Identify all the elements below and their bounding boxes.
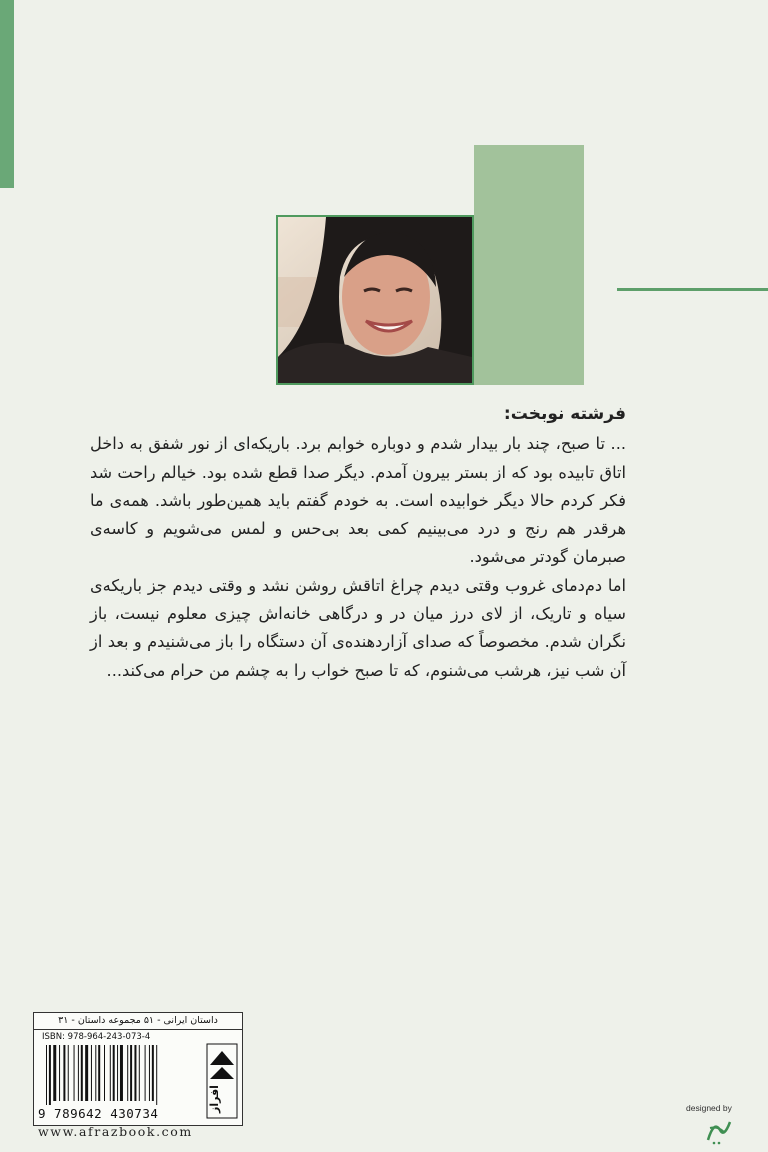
barcode-bar — [117, 1045, 118, 1101]
author-portrait-icon — [278, 217, 472, 383]
barcode-bar — [127, 1045, 128, 1101]
barcode-bar — [78, 1045, 79, 1101]
barcode-bar — [46, 1045, 47, 1105]
series-info: داستان ایرانی - ۵۱ مجموعه داستان - ۳۱ — [34, 1013, 242, 1030]
barcode-bar — [139, 1045, 140, 1101]
barcode-bar — [152, 1045, 154, 1101]
barcode-bar — [113, 1045, 115, 1101]
barcode-bar — [104, 1045, 105, 1101]
barcode-bar — [53, 1045, 56, 1101]
excerpt-paragraph: اما دم‌دمای غروب وقتی دیدم چراغ اتاقش روشن نشد و وقتی دیدم جز باریکه‌ی سیاه و تاریک، از لای درز میان در و درگاهی خانه‌اش چیزی معلوم نیست، باز نگران شدم. مخصوصاً که صدای آزاردهنده‌ی آن دستگاه را باز می‌شنیدم و بعد از آن شب نیز، هرشب می‌شنوم، که تا صبح خواب را به چشم من حرام می‌کند... — [90, 575, 626, 680]
green-edge-bar — [0, 0, 14, 188]
barcode-bar — [130, 1045, 132, 1101]
barcode-bar — [110, 1045, 111, 1101]
barcode-bar — [156, 1045, 157, 1105]
barcode — [46, 1045, 196, 1105]
barcode-bar — [120, 1045, 123, 1101]
barcode-bar — [95, 1045, 96, 1101]
green-decor-block — [474, 145, 584, 385]
barcode-bar — [85, 1045, 88, 1101]
barcode-bar — [68, 1045, 69, 1101]
barcode-bar — [63, 1045, 65, 1101]
excerpt-paragraph: ... تا صبح، چند بار بیدار شدم و دوباره خوابم برد. باریکه‌ای از نور شفق به داخل اتاق تابیده بود که از بستر بیرون آمدم. دیگر صدا قطع شده بود. خیالم راحت شد فکر کردم حالا دیگر خوابیده است. به خودم گفتم باید همین‌طور باشد. همه‌ی ما هرقدر هم رنج و درد می‌بینیم کمی بعد بی‌حس و لمس می‌شویم و کاسه‌ی صبرمان گودتر می‌شود. — [90, 434, 626, 567]
back-cover-excerpt — [90, 400, 626, 685]
green-decor-line — [617, 288, 768, 291]
designed-by-label: designed by — [686, 1103, 732, 1113]
publisher-logo-text: افراز — [208, 1085, 221, 1113]
author-photo — [276, 215, 474, 385]
barcode-bar — [134, 1045, 136, 1101]
designer-signature-icon — [704, 1116, 734, 1146]
barcode-bar — [145, 1045, 146, 1101]
barcode-bar — [98, 1045, 100, 1101]
barcode-bar — [59, 1045, 60, 1101]
barcode-digits: 9 789642 430734 — [38, 1106, 159, 1121]
barcode-bar — [149, 1045, 150, 1101]
publisher-website: www.afrazbook.com — [38, 1124, 193, 1139]
barcode-bar — [91, 1045, 92, 1101]
barcode-bar — [81, 1045, 83, 1101]
barcode-bar — [74, 1045, 75, 1101]
isbn-number: ISBN: 978-964-243-073-4 — [42, 1032, 151, 1042]
publisher-logo-icon — [206, 1043, 238, 1119]
barcode-bar — [49, 1045, 51, 1105]
author-name-heading: فرشته نوبخت: — [503, 404, 626, 424]
barcode-panel — [33, 1012, 243, 1126]
